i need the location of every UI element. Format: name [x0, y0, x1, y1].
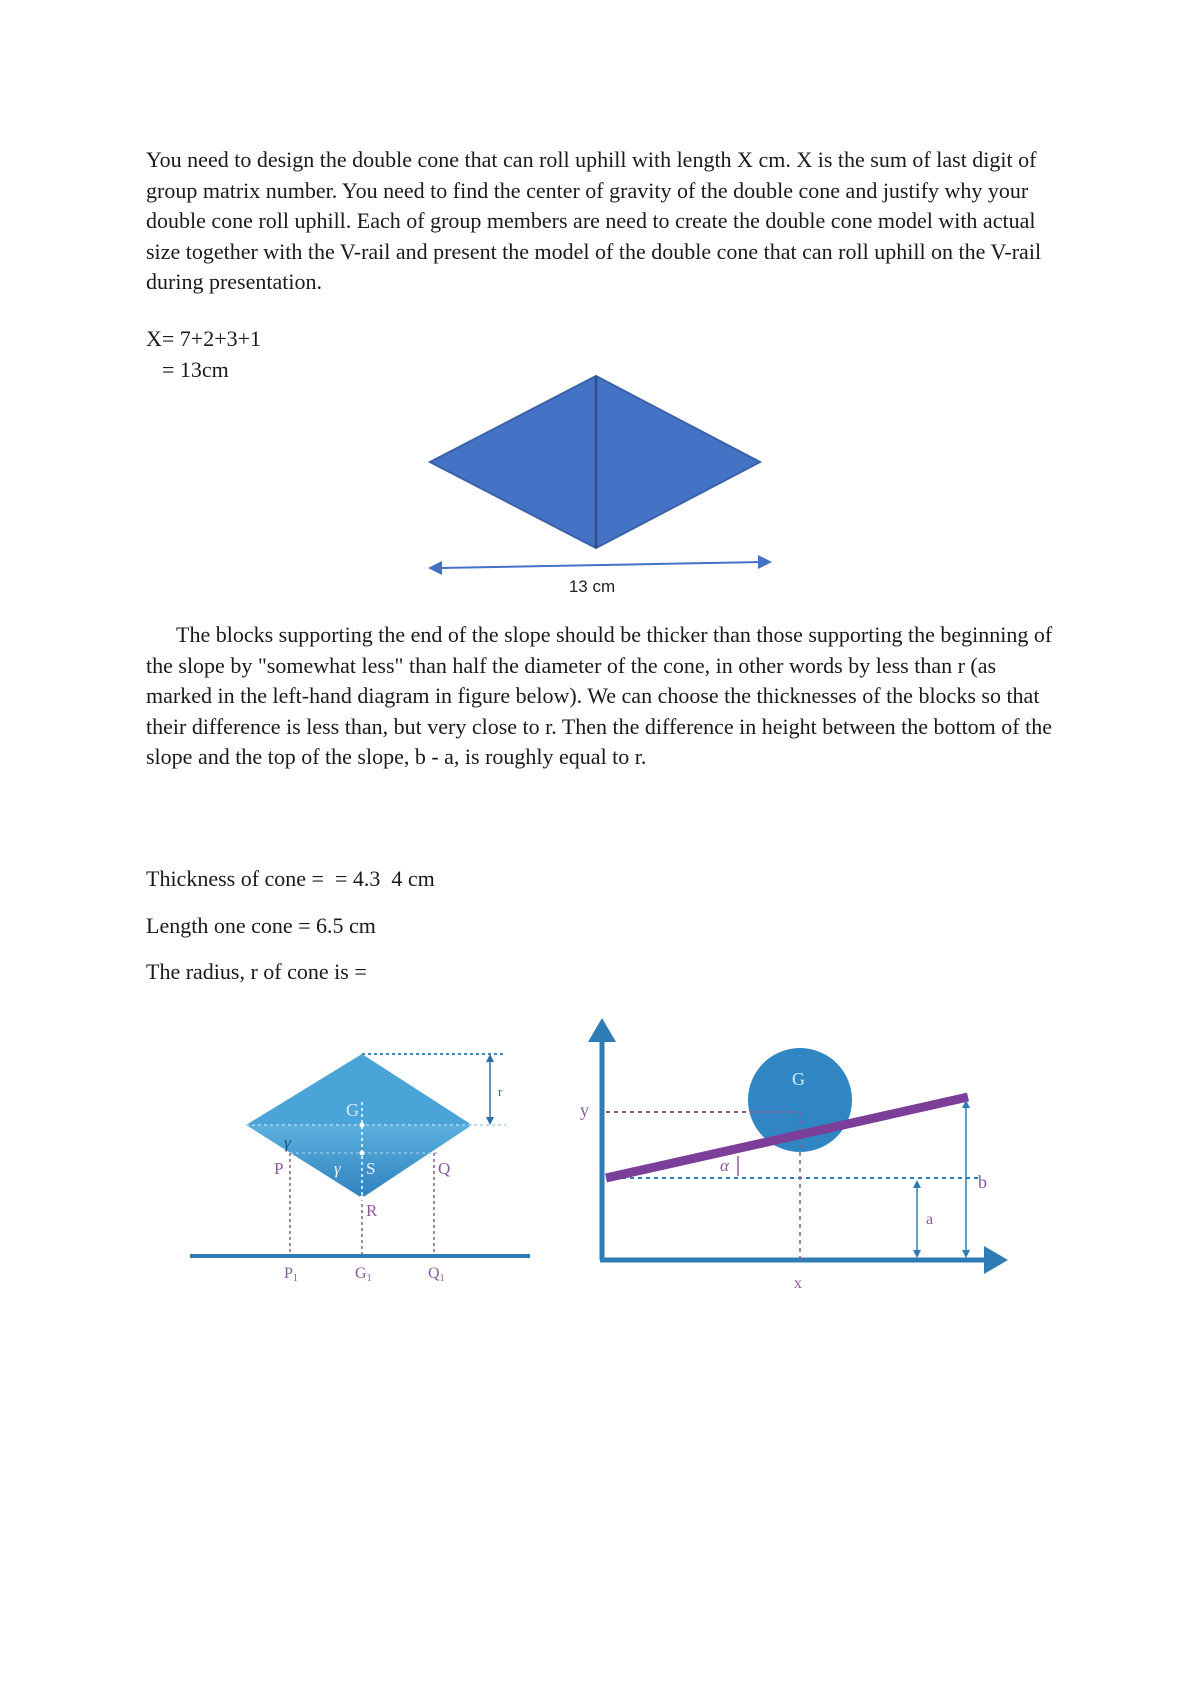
cone-geometry-diagram — [180, 1040, 540, 1290]
calc-line-1: X= 7+2+3+1 — [146, 326, 262, 351]
uphill-slope-diagram — [560, 1008, 1020, 1298]
label-x: x — [794, 1275, 802, 1292]
a-arrow-top — [913, 1180, 921, 1188]
label-g1: G1 — [355, 1265, 372, 1284]
point-r — [360, 1196, 365, 1201]
double-cone-figure — [420, 368, 790, 598]
point-s — [360, 1151, 365, 1156]
label-r: r — [498, 1084, 503, 1099]
label-s: S — [366, 1159, 376, 1178]
label-r-point: R — [366, 1201, 378, 1220]
point-g — [360, 1123, 365, 1128]
label-q1: Q1 — [428, 1265, 445, 1284]
a-arrow-bottom — [913, 1250, 921, 1258]
dimension-arrow-right — [758, 555, 772, 569]
r-arrow-bottom — [486, 1117, 494, 1125]
cone-upper-half — [246, 1054, 472, 1125]
intro-paragraph: You need to design the double cone that can roll uphill with length X cm. X is the sum of last digit of group matrix number. You need to find the center of gravity of the double cone and justify why your double cone roll uphill. Each of group members are need to create the double cone model with actual size together with the V-rail and present the model of the double cone that can roll uphill on the V-rail during presentation. — [146, 147, 1042, 294]
label-a: a — [926, 1211, 934, 1228]
label-p: P — [274, 1159, 284, 1178]
y-axis-arrowhead — [588, 1018, 616, 1042]
label-b: b — [978, 1172, 987, 1192]
blocks-paragraph: The blocks supporting the end of the slope should be thicker than those supporting the beginning of the slope by "somewhat less" than half the diameter of the cone, in other words by less than r (as marked in the left-hand diagram in figure below). We can choose the thicknesses of the blocks so that their difference is less than, but very close to r. Then the difference in height between the bottom of the slope and the top of the slope, b - a, is roughly equal to r. — [146, 622, 1053, 769]
label-gamma-left: γ — [284, 1133, 291, 1152]
label-g: G — [346, 1100, 359, 1120]
label-gamma-center: γ — [334, 1159, 341, 1178]
dimension-arrow-left — [428, 561, 442, 575]
r-arrow-top — [486, 1054, 494, 1062]
b-arrow-bottom — [962, 1250, 970, 1258]
label-q: Q — [438, 1159, 451, 1178]
label-y: y — [580, 1100, 589, 1120]
calc-line-2: = 13cm — [162, 357, 229, 382]
label-ball-g: G — [792, 1069, 805, 1089]
length-line: Length one cone = 6.5 cm — [146, 913, 376, 938]
x-axis-arrowhead — [984, 1246, 1008, 1274]
thickness-line: Thickness of cone = = 4.3 4 cm — [146, 866, 435, 891]
dimension-label: 13 cm — [568, 577, 616, 596]
dimension-arrow-line — [440, 562, 762, 568]
label-p1: P1 — [284, 1265, 298, 1284]
radius-line: The radius, r of cone is = — [146, 959, 367, 984]
label-alpha: α — [720, 1156, 729, 1175]
